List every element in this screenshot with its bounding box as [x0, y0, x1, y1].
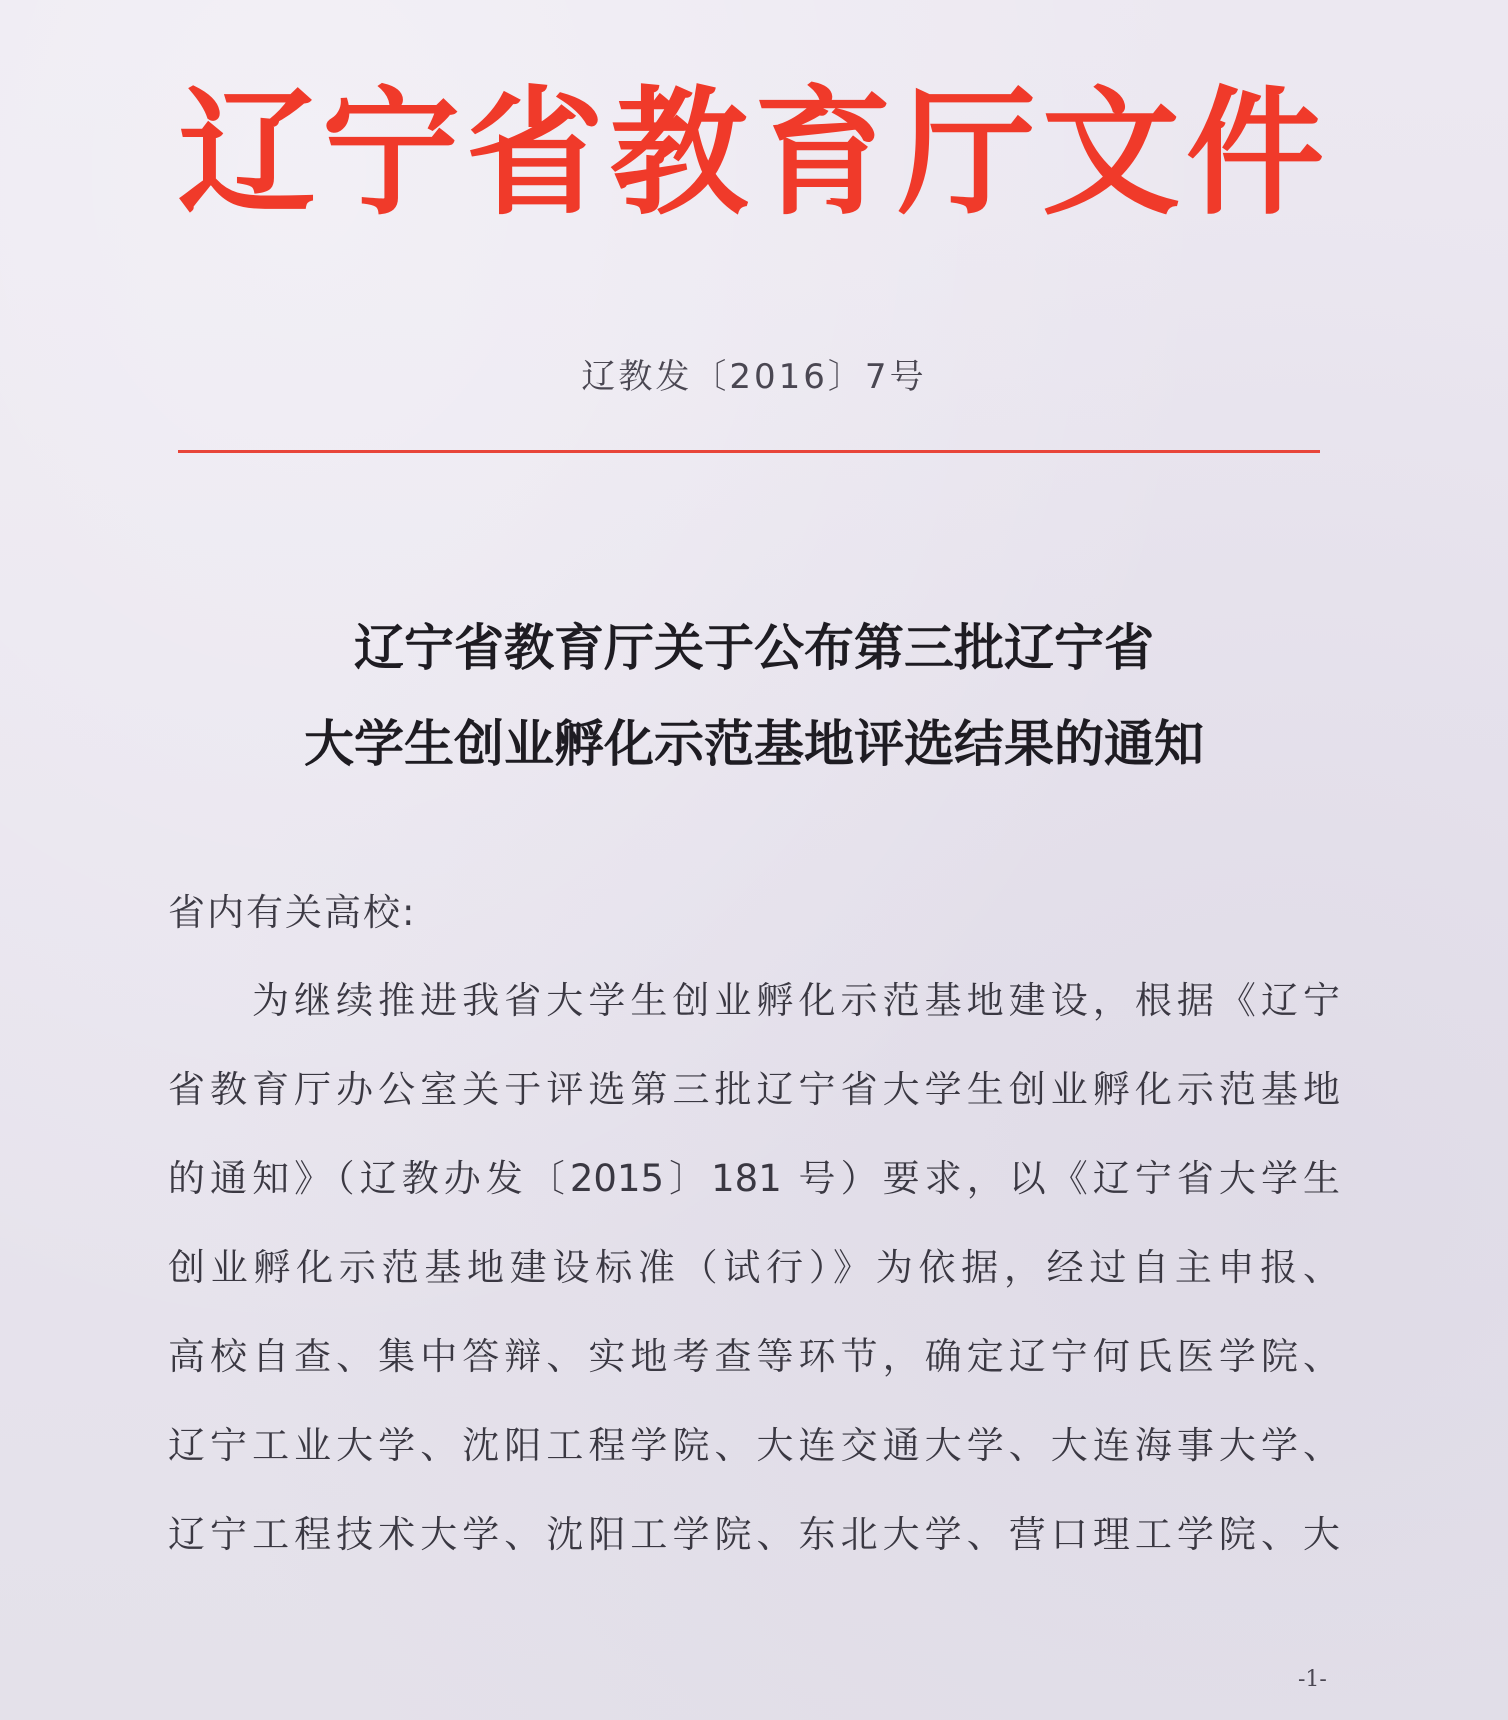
recipient-salutation: 省内有关高校: [168, 891, 417, 934]
body-text-line: 辽宁工程技术大学、沈阳工学院、东北大学、营口理工学院、大 [168, 1513, 1340, 1556]
body-text-line: 为继续推进我省大学生创业孵化示范基地建设，根据《辽宁 [252, 979, 1340, 1022]
body-text-line: 的通知》（辽教办发〔2015〕181 号）要求，以《辽宁省大学生 [168, 1157, 1340, 1200]
document-title-line-2: 大学生创业孵化示范基地评选结果的通知 [304, 714, 1204, 773]
red-divider-line [178, 450, 1320, 453]
document-title-line-1: 辽宁省教育厅关于公布第三批辽宁省 [354, 618, 1154, 677]
body-text-line: 辽宁工业大学、沈阳工程学院、大连交通大学、大连海事大学、 [168, 1424, 1340, 1467]
body-text-line: 创业孵化示范基地建设标准（试行）》为依据，经过自主申报、 [168, 1246, 1340, 1289]
document-number: 辽教发〔2016〕7号 [581, 357, 927, 397]
issuing-authority-header: 辽宁省教育厅文件 [177, 71, 1330, 234]
body-text-line: 省教育厅办公室关于评选第三批辽宁省大学生创业孵化示范基地 [168, 1068, 1340, 1111]
page-number: -1- [1298, 1667, 1327, 1692]
body-text-line: 高校自查、集中答辩、实地考查等环节，确定辽宁何氏医学院、 [168, 1335, 1340, 1378]
